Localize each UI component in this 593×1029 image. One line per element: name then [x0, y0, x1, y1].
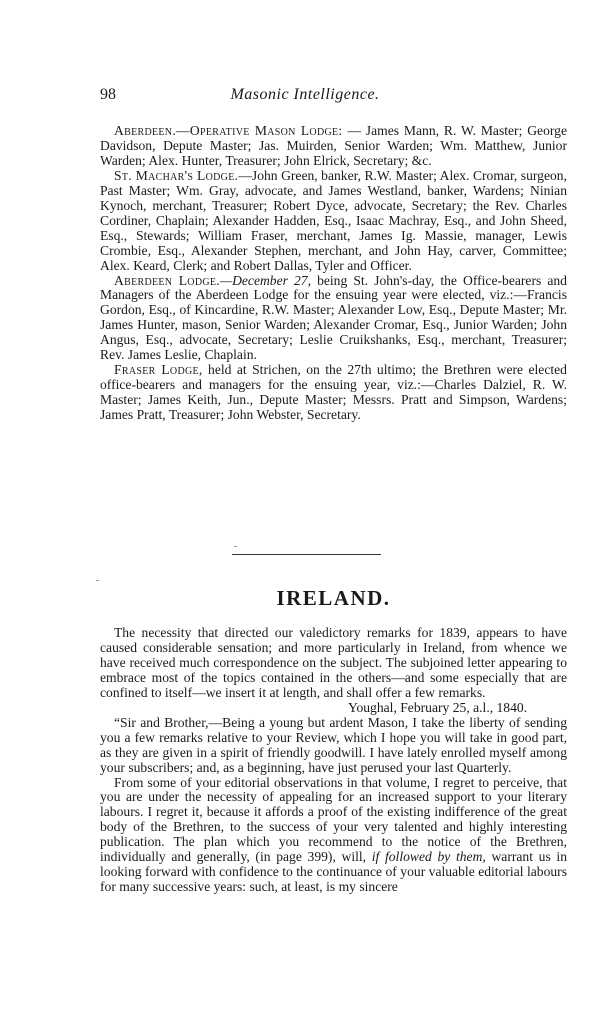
paragraph-aberdeen-lodge	[100, 274, 567, 364]
lodge-name: Aberdeen.—Operative Mason Lodge:	[114, 123, 343, 138]
ink-speck	[96, 580, 99, 581]
lodge-name: Fraser Lodge,	[114, 362, 203, 378]
paragraph-text: From some of your editorial observations in that volume, I regret to perceive, that you are under the necessity of appealing for an increased support to your literary labours. I regret it, because it affords a proof of the existing indifference of the great body of the Brethren, to the success of your very talented and highly interesting publication. The plan which you recommend to the notice of the Brethren, individually and generally, (in page 399), will,	[100, 774, 567, 865]
section-heading-ireland: IRELAND.	[276, 586, 391, 610]
lodge-name: St. Machar's Lodge.	[114, 167, 239, 183]
scotland-lodges-section	[100, 124, 567, 423]
page-number: 98	[100, 86, 116, 103]
ireland-section	[100, 626, 567, 895]
ink-speck	[234, 546, 237, 547]
letter-paragraph-1: “Sir and Brother,—Being a young but ardent Mason, I take the liberty of sending you a few remarks relative to your Review, which I hope you will take in good part, as they are given in a spirit of friendly goodwill. I have lately enrolled myself among your subscribers; and, as a beginning, have just perused your last Quarterly.	[100, 714, 567, 775]
paragraph-operative-mason-lodge	[100, 124, 567, 169]
page-header	[100, 86, 500, 108]
paragraph-text: — James Mann, R. W. Master; George Davidson, Depute Master; Jas. Muirden, Senior Warden; Wm. Matthew, Junior Warden; Alex. Hunter, Treasurer; John Elrick, Secretary; &c.	[100, 123, 567, 168]
paragraph-st-machars-lodge	[100, 169, 567, 274]
intro-paragraph: The necessity that directed our valedictory remarks for 1839, appears to have caused considerable sensation; and more particularly in Ireland, from whence we have received much correspondence on the subject. The subjoined letter appearing to embrace most of the topics contained in the others—and some especially that are confined to itself—we insert it at length, and shall offer a few remarks.	[100, 625, 567, 700]
running-title: Masonic Intelligence.	[230, 86, 380, 103]
letter-dateline: Youghal, February 25, a.l., 1840.	[348, 699, 528, 715]
emphasis-text: if followed by them,	[371, 849, 486, 865]
lodge-date: —December 27,	[219, 272, 311, 288]
paragraph-text: held at Strichen, on the 27th ultimo; the Brethren were elected office-bearers and managers for the ensuing year, viz.:—Charles Dalziel, R. W. Master; James Keith, Jun., Depute Master; Messrs. Pratt and Simpson, Wardens; James Pratt, Treasurer; John Webster, Secretary.	[100, 362, 567, 423]
letter-paragraph-2	[100, 776, 567, 896]
paragraph-text: warrant us in looking forward with confidence to the continuance of your valuable editorial labours for many successive years: such, at least, is my sincere	[100, 849, 567, 895]
lodge-name: Aberdeen Lodge.	[114, 272, 220, 288]
section-divider	[232, 554, 381, 555]
paragraph-text: being St. John's-day, the Office-bearers and Managers of the Aberdeen Lodge for the ensuing year were elected, viz.:—Francis Gordon, Esq., of Kincardine, R.W. Master; Alexander Low, Esq., Depute Master; Mr. James Hunter, mason, Senior Warden; Alexander Cromar, Esq., Junior Warden; John Angus, Esq., advocate, Secretary; Leslie Cruikshanks, Esq., merchant, Treasurer; Rev. James Leslie, Chaplain.	[100, 272, 567, 363]
paragraph-fraser-lodge	[100, 363, 567, 423]
paragraph-text: —John Green, banker, R.W. Master; Alex. Cromar, surgeon, Past Master; Wm. Gray, advocate, and James Westland, banker, Wardens; Ninian Kynoch, merchant, Treasurer; Robert Dyce, advocate, Secretary; the Rev. Charles Cordiner, Chaplain; Alexander Hadden, Esq., Isaac Machray, Esq., and John Sheed, Esq., Stewards; William Fraser, merchant, James Ig. Massie, manager, Lewis Crombie, Esq., Alexander Stephen, merchant, and John Hay, carver, Committee; Alex. Keard, Clerk; and Robert Dallas, Tyler and Officer.	[100, 167, 567, 273]
